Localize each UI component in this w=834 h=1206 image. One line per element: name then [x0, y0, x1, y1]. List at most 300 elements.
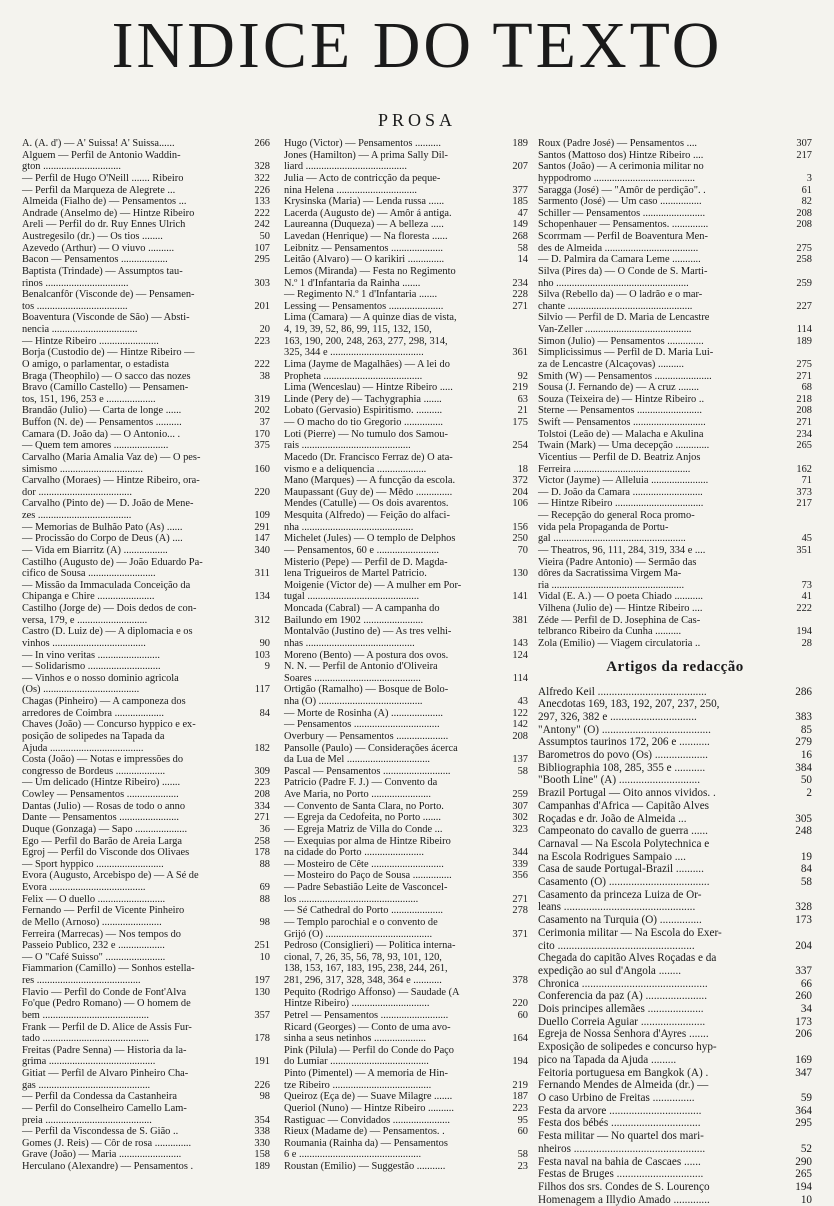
entry-page-number: 242 [244, 219, 270, 231]
entry-text: do Lumiar ...................................... [284, 1056, 502, 1068]
entry-page-number: 278 [502, 905, 528, 917]
index-entry [284, 138, 528, 150]
index-entry [22, 150, 270, 162]
index-entry [284, 940, 528, 952]
entry-page-number: 20 [244, 324, 270, 336]
entry-page-number: 226 [244, 1080, 270, 1092]
index-entry [22, 626, 270, 638]
entry-text: Dantas (Julio) — Rosas de todo o anno [22, 801, 244, 813]
index-entry [538, 359, 812, 371]
entry-text: Freitas (Padre Senna) — Historia da la- [22, 1045, 244, 1057]
entry-page-number: 170 [244, 429, 270, 441]
entry-page-number: 66 [786, 978, 812, 991]
entry-text: Michelet (Jules) — O templo de Delphos [284, 533, 502, 545]
index-entry [22, 859, 270, 871]
entry-text: Pansolle (Paulo) — Considerações ácerca [284, 743, 502, 755]
entry-text: Rieux (Madame de) — Pensamentos. . [284, 1126, 502, 1138]
index-entry [538, 557, 812, 569]
entry-page-number: 158 [244, 1149, 270, 1161]
index-entry [22, 998, 270, 1010]
entry-page-number: 164 [502, 1033, 528, 1045]
entry-text: vida pela Propaganda de Portu- [538, 522, 786, 534]
entry-text: Conferencia da paz (A) ...................... [538, 990, 786, 1003]
entry-page-number: 279 [786, 736, 812, 749]
index-entry [22, 138, 270, 150]
entry-text: Sarmento (José) — Um caso ................ [538, 196, 786, 208]
entry-page-number: 381 [502, 615, 528, 627]
entry-text: Austregesilo (dr.) — Os tios ........ [22, 231, 244, 243]
entry-text: — Mosteiro de Cête ............................ [284, 859, 502, 871]
entry-text: dor .................................... [22, 487, 244, 499]
entry-text: Almeida (Fialho de) — Pensamentos ... [22, 196, 244, 208]
entry-page-number: 58 [786, 876, 812, 889]
entry-text: Misterio (Pepe) — Perfil de D. Magda- [284, 557, 502, 569]
entry-text: Sterne — Pensamentos ......................... [538, 405, 786, 417]
entry-page-number: 312 [244, 615, 270, 627]
index-entry [22, 661, 270, 673]
entry-text: — Hintze Ribeiro .................................. [538, 498, 786, 510]
index-entry [538, 1003, 812, 1016]
section-heading-artigos: Artigos da redacção [538, 658, 812, 676]
index-entry [22, 894, 270, 906]
entry-text: Silva (Pires da) — O Conde de S. Marti- [538, 266, 786, 278]
entry-text: Silvio — Perfil de D. Maria de Lencastre [538, 312, 786, 324]
entry-text: sinha a seus netinhos .................... [284, 1033, 502, 1045]
entry-page-number: 92 [502, 371, 528, 383]
entry-page-number: 309 [244, 766, 270, 778]
index-entry [22, 452, 270, 464]
index-entry [538, 429, 812, 441]
entry-page-number: 334 [244, 801, 270, 813]
entry-page-number: 295 [786, 1117, 812, 1130]
entry-text: Petrel — Pensamentos .......................... [284, 1010, 502, 1022]
entry-page-number: 223 [244, 336, 270, 348]
entry-text: Festas de Bruges ............................... [538, 1168, 786, 1181]
index-entry [22, 278, 270, 290]
entry-page-number: 18 [502, 464, 528, 476]
entry-text: — Perfil de Hugo O'Neill ....... Ribeiro [22, 173, 244, 185]
entry-page-number: 90 [244, 638, 270, 650]
entry-page-number: 351 [786, 545, 812, 557]
index-entry [22, 289, 270, 301]
entry-text: nheiros ............................................... [538, 1143, 786, 1156]
index-entry [22, 591, 270, 603]
entry-text: Baptista (Trindade) — Assumptos tau- [22, 266, 244, 278]
index-entry [284, 173, 528, 185]
index-entry [284, 824, 528, 836]
index-entry [284, 557, 528, 569]
index-entry [538, 724, 812, 737]
entry-page-number: 84 [244, 708, 270, 720]
entry-text: Dante — Pensamentos ....................... [22, 812, 244, 824]
entry-text: — Vinhos e o nosso dominio agricola [22, 673, 244, 685]
entry-page-number: 227 [786, 301, 812, 313]
index-entry [284, 196, 528, 208]
entry-page-number: 206 [786, 1028, 812, 1041]
index-entry [284, 498, 528, 510]
index-entry [22, 359, 270, 371]
index-entry [284, 754, 528, 766]
entry-page-number: 156 [502, 522, 528, 534]
entry-page-number: 162 [786, 464, 812, 476]
entry-page-number: 377 [502, 185, 528, 197]
entry-text: Casamento (O) .................................... [538, 876, 786, 889]
index-entry [284, 1126, 528, 1138]
index-entry [538, 1130, 812, 1143]
entry-text: Ave Maria, no Porto ....................... [284, 789, 502, 801]
entry-text: — Exequias por alma de Hintze Ribeiro [284, 836, 502, 848]
index-entry [538, 603, 812, 615]
entry-page-number: 60 [502, 1010, 528, 1022]
entry-text: Castilho (Jorge de) — Dois dedos de con- [22, 603, 244, 615]
entry-text: simismo ................................ [22, 464, 244, 476]
index-entry [538, 243, 812, 255]
index-entry [22, 1161, 270, 1173]
entry-text: — Convento de Santa Clara, no Porto. [284, 801, 502, 813]
entry-page-number: 82 [786, 196, 812, 208]
entry-text: Andrade (Anselmo de) — Hintze Ribeiro [22, 208, 244, 220]
entry-page-number: 178 [244, 847, 270, 859]
entry-page-number: 187 [502, 1091, 528, 1103]
entry-text: lena Trigueiros de Martel Patricio. [284, 568, 502, 580]
entry-text: Herculano (Alexandre) — Pensamentos . [22, 1161, 244, 1173]
index-entry [538, 464, 812, 476]
entry-text: Bailundo em 1902 ....................... [284, 615, 502, 627]
section-title-prosa: PROSA [0, 110, 834, 130]
index-entry [538, 1054, 812, 1067]
entry-text: O caso Urbino de Freitas ............... [538, 1092, 786, 1105]
entry-text: — Perfil da Marqueza de Alegrete ... [22, 185, 244, 197]
entry-text: rinos ................................ [22, 278, 244, 290]
entry-page-number: 234 [502, 278, 528, 290]
entry-page-number: 208 [786, 208, 812, 220]
entry-text: Benalcanfôr (Visconde de) — Pensamen- [22, 289, 244, 301]
index-entry [538, 698, 812, 711]
index-entry [538, 254, 812, 266]
entry-text: nina Helena ............................... [284, 185, 502, 197]
index-entry [284, 1149, 528, 1161]
entry-page-number: 130 [244, 987, 270, 999]
index-entry [22, 475, 270, 487]
entry-text: Vidal (E. A.) — O poeta Chiado ........... [538, 591, 786, 603]
entry-text: preia ......................................... [22, 1115, 244, 1127]
entry-text: 297, 326, 382 e ............................... [538, 711, 786, 724]
entry-text: Fo'que (Pedro Romano) — O homem de [22, 998, 244, 1010]
entry-text: — Padre Sebastião Leite de Vasconcel- [284, 882, 502, 894]
index-entry [284, 452, 528, 464]
index-entry [538, 800, 812, 813]
entry-text: Pedroso (Consiglieri) — Politica interna- [284, 940, 502, 952]
index-entry [538, 1105, 812, 1118]
entry-text: zes .................................... [22, 510, 244, 522]
entry-text: Twain (Mark) — Uma decepção ............. [538, 440, 786, 452]
index-entry [538, 638, 812, 650]
entry-page-number: 339 [502, 859, 528, 871]
entry-page-number: 234 [786, 429, 812, 441]
index-entry [284, 1056, 528, 1068]
entry-text: Santos (Mattoso dos) Hintze Ribeiro .... [538, 150, 786, 162]
index-entry [284, 673, 528, 685]
entry-text: Cerimonia militar — Na Escola do Exer- [538, 927, 786, 940]
entry-page-number: 88 [244, 894, 270, 906]
entry-text: Campeonato do cavallo de guerra ...... [538, 825, 786, 838]
entry-page-number: 375 [244, 440, 270, 452]
entry-page-number: 204 [502, 487, 528, 499]
entry-text: des de Almeida .................................... [538, 243, 786, 255]
entry-text: hyppodromo ....................................... [538, 173, 786, 185]
entry-text: res ........................................ [22, 975, 244, 987]
entry-text: na Escola Rodrigues Sampaio .... [538, 851, 786, 864]
index-entry [284, 859, 528, 871]
entry-text: nha ........................................... [284, 522, 502, 534]
index-entry [284, 650, 528, 662]
index-entry [284, 1045, 528, 1057]
entry-text: Smith (W) — Pensamentos ...................... [538, 371, 786, 383]
entry-text: — Sport hyppico .......................... [22, 859, 244, 871]
index-entry [538, 1067, 812, 1080]
entry-page-number: 286 [786, 686, 812, 699]
index-entry [284, 371, 528, 383]
entry-page-number: 228 [502, 289, 528, 301]
entry-text: Hugo (Victor) — Pensamentos .......... [284, 138, 502, 150]
index-entry [538, 990, 812, 1003]
entry-page-number: 302 [502, 812, 528, 824]
entry-text: 281, 296, 317, 328, 348, 364 e ........... [284, 975, 502, 987]
index-entry [22, 1045, 270, 1057]
entry-page-number: 271 [244, 812, 270, 824]
entry-page-number: 357 [244, 1010, 270, 1022]
index-entry [538, 736, 812, 749]
index-entry [538, 382, 812, 394]
index-entry [284, 580, 528, 592]
entry-page-number: 330 [244, 1138, 270, 1150]
entry-page-number: 222 [244, 208, 270, 220]
entry-page-number: 117 [244, 684, 270, 696]
entry-text: Rastiguac — Convidados ...................... [284, 1115, 502, 1127]
index-entry [22, 789, 270, 801]
entry-text: Saragga (José) — "Amôr de perdição". . [538, 185, 786, 197]
entry-text: A. (A. d') — A' Suissa! A' Suissa...... [22, 138, 244, 150]
entry-text: — Memorias de Bulhão Pato (As) ...... [22, 522, 244, 534]
index-entry [538, 150, 812, 162]
index-entry [538, 568, 812, 580]
index-entry [22, 1149, 270, 1161]
index-entry [284, 533, 528, 545]
entry-page-number: 275 [786, 243, 812, 255]
entry-text: Pinto (Pimentel) — A memoria de Hin- [284, 1068, 502, 1080]
entry-page-number: 223 [244, 777, 270, 789]
entry-page-number: 271 [502, 301, 528, 313]
entry-page-number: 173 [786, 1016, 812, 1029]
entry-page-number: 271 [502, 894, 528, 906]
index-entry [538, 312, 812, 324]
page-title: INDICE DO TEXTO [0, 8, 834, 84]
index-entry [538, 498, 812, 510]
index-entry [22, 824, 270, 836]
entry-page-number: 3 [786, 173, 812, 185]
index-entry [22, 568, 270, 580]
index-column-3 [538, 138, 812, 1206]
index-entry [22, 929, 270, 941]
index-entry [22, 847, 270, 859]
index-entry [284, 1068, 528, 1080]
entry-page-number: 258 [244, 836, 270, 848]
entry-page-number: 71 [786, 475, 812, 487]
index-entry [538, 510, 812, 522]
entry-page-number: 63 [502, 394, 528, 406]
index-entry [284, 312, 528, 324]
entry-text: Frank — Perfil de D. Alice de Assis Fur- [22, 1022, 244, 1034]
entry-page-number: 147 [244, 533, 270, 545]
entry-text: Ortigão (Ramalho) — Bosque de Bolo- [284, 684, 502, 696]
index-entry [22, 312, 270, 324]
index-entry [22, 708, 270, 720]
index-entry [284, 708, 528, 720]
entry-text: za de Lencastre (Alcaçovas) .......... [538, 359, 786, 371]
index-entry [284, 475, 528, 487]
entry-text: Chipanga e Chire ...................... [22, 591, 244, 603]
entry-page-number: 207 [502, 161, 528, 173]
index-entry [22, 696, 270, 708]
index-entry [284, 324, 528, 336]
entry-text: N.º 1 d'Infantaria da Rainha ....... [284, 278, 502, 290]
entry-page-number: 248 [786, 825, 812, 838]
entry-text: Duello Correia Aguiar ....................... [538, 1016, 786, 1029]
entry-text: — In vino veritas ........................ [22, 650, 244, 662]
entry-text: — Theatros, 96, 111, 284, 319, 334 e .... [538, 545, 786, 557]
entry-text: Lessing — Pensamentos ..................... [284, 301, 502, 313]
entry-page-number: 133 [244, 196, 270, 208]
entry-text: Carvalho (Moraes) — Hintze Ribeiro, ora- [22, 475, 244, 487]
entry-text: Passeio Publico, 232 e .................. [22, 940, 244, 952]
entry-text: nho ................................................... [538, 278, 786, 290]
index-entry [538, 749, 812, 762]
entry-text: na cidade do Porto ....................... [284, 847, 502, 859]
index-entry [538, 813, 812, 826]
entry-page-number: 373 [786, 487, 812, 499]
entry-text: Pequito (Rodrigo Affonso) — Saudade (A [284, 987, 502, 999]
entry-page-number: 372 [502, 475, 528, 487]
entry-text: Moigenie (Victor de) — A mulher em Por- [284, 580, 502, 592]
index-entry [22, 440, 270, 452]
entry-text: — Egreja da Cedofeita, no Porto ....... [284, 812, 502, 824]
entry-text: Azevedo (Arthur) — O viuvo .......... [22, 243, 244, 255]
index-entry [538, 1016, 812, 1029]
entry-page-number: 189 [244, 1161, 270, 1173]
entry-text: Fiammarion (Camillo) — Sonhos estella- [22, 963, 244, 975]
entry-page-number: 275 [786, 359, 812, 371]
entry-page-number: 59 [786, 1092, 812, 1105]
entry-page-number: 14 [502, 254, 528, 266]
entry-text: Roux (Padre José) — Pensamentos .... [538, 138, 786, 150]
entry-text: Leibnitz — Pensamentos .................... [284, 243, 502, 255]
entry-text: Santos (João) — A cerimonia militar no [538, 161, 786, 173]
entry-page-number: 307 [786, 138, 812, 150]
entry-text: cional, 7, 26, 35, 56, 78, 93, 101, 120, [284, 952, 502, 964]
entry-text: Castro (D. Luiz de) — A diplomacia e os [22, 626, 244, 638]
entry-text: Mendes (Catulle) — Os dois avarentos. [284, 498, 502, 510]
index-entry [538, 394, 812, 406]
entry-text: Chagas (Pinheiro) — A camponeza dos [22, 696, 244, 708]
entry-text: — Missão da Immaculada Conceição da [22, 580, 244, 592]
entry-text: Lima (Camara) — A quinze dias de vista, [284, 312, 502, 324]
index-entry [22, 464, 270, 476]
entry-page-number: 218 [786, 394, 812, 406]
entry-page-number: 142 [502, 719, 528, 731]
index-entry [284, 382, 528, 394]
index-entry [538, 138, 812, 150]
entry-page-number: 122 [502, 708, 528, 720]
entry-page-number: 217 [786, 498, 812, 510]
entry-text: — Hintze Ribeiro ....................... [22, 336, 244, 348]
entry-page-number: 371 [502, 929, 528, 941]
entry-text: vismo e a deliquencia ................... [284, 464, 502, 476]
index-entry [284, 429, 528, 441]
entry-text: dôres da Sacratissima Virgem Ma- [538, 568, 786, 580]
index-entry [284, 975, 528, 987]
index-entry [538, 173, 812, 185]
entry-page-number: 178 [244, 1033, 270, 1045]
index-entry [284, 208, 528, 220]
entry-text: Chegada do capitão Alves Roçadas e da [538, 952, 786, 965]
entry-text: Schiller — Pensamentos ........................ [538, 208, 786, 220]
entry-page-number: 328 [786, 901, 812, 914]
index-entry [284, 1010, 528, 1022]
entry-text: Cowley — Pensamentos .................... [22, 789, 244, 801]
index-entry [22, 963, 270, 975]
entry-text: Fernando Mendes de Almeida (dr.) — [538, 1079, 786, 1092]
entry-page-number: 208 [786, 219, 812, 231]
index-entry [538, 161, 812, 173]
entry-text: Alfredo Keil ....................................... [538, 686, 786, 699]
entry-page-number: 258 [786, 254, 812, 266]
entry-text: ria ................................................... [538, 580, 786, 592]
entry-text: liard ....................................... [284, 161, 502, 173]
index-entry [22, 650, 270, 662]
entry-page-number: 338 [244, 1126, 270, 1138]
entry-page-number: 98 [244, 1091, 270, 1103]
index-entry [284, 836, 528, 848]
index-entry [22, 603, 270, 615]
entry-page-number: 204 [786, 940, 812, 953]
entry-text: grima ......................................... [22, 1056, 244, 1068]
index-entry [22, 324, 270, 336]
entry-page-number: 223 [502, 1103, 528, 1115]
index-entry [22, 1056, 270, 1068]
entry-page-number: 130 [502, 568, 528, 580]
entry-text: Feitoria portuguesa em Bangkok (A) . [538, 1067, 786, 1080]
index-entry [538, 522, 812, 534]
entry-text: — Morte de Rosinha (A) .................... [284, 708, 502, 720]
entry-page-number: 259 [786, 278, 812, 290]
entry-text: Flavio — Perfil do Conde de Font'Alva [22, 987, 244, 999]
entry-text: Gitiat — Perfil de Alvaro Pinheiro Cha- [22, 1068, 244, 1080]
entry-page-number: 70 [502, 545, 528, 557]
entry-page-number: 182 [244, 743, 270, 755]
index-entry [538, 487, 812, 499]
entry-page-number: 109 [244, 510, 270, 522]
entry-page-number: 58 [502, 766, 528, 778]
index-entry [284, 405, 528, 417]
index-column-2 [284, 138, 528, 1173]
entry-text: Grave (João) — Maria ........................ [22, 1149, 244, 1161]
entry-text: Julia — Acto de contricção da peque- [284, 173, 502, 185]
index-entry [538, 336, 812, 348]
entry-page-number: 58 [502, 1149, 528, 1161]
entry-page-number: 38 [244, 371, 270, 383]
index-entry [284, 417, 528, 429]
index-entry [22, 243, 270, 255]
